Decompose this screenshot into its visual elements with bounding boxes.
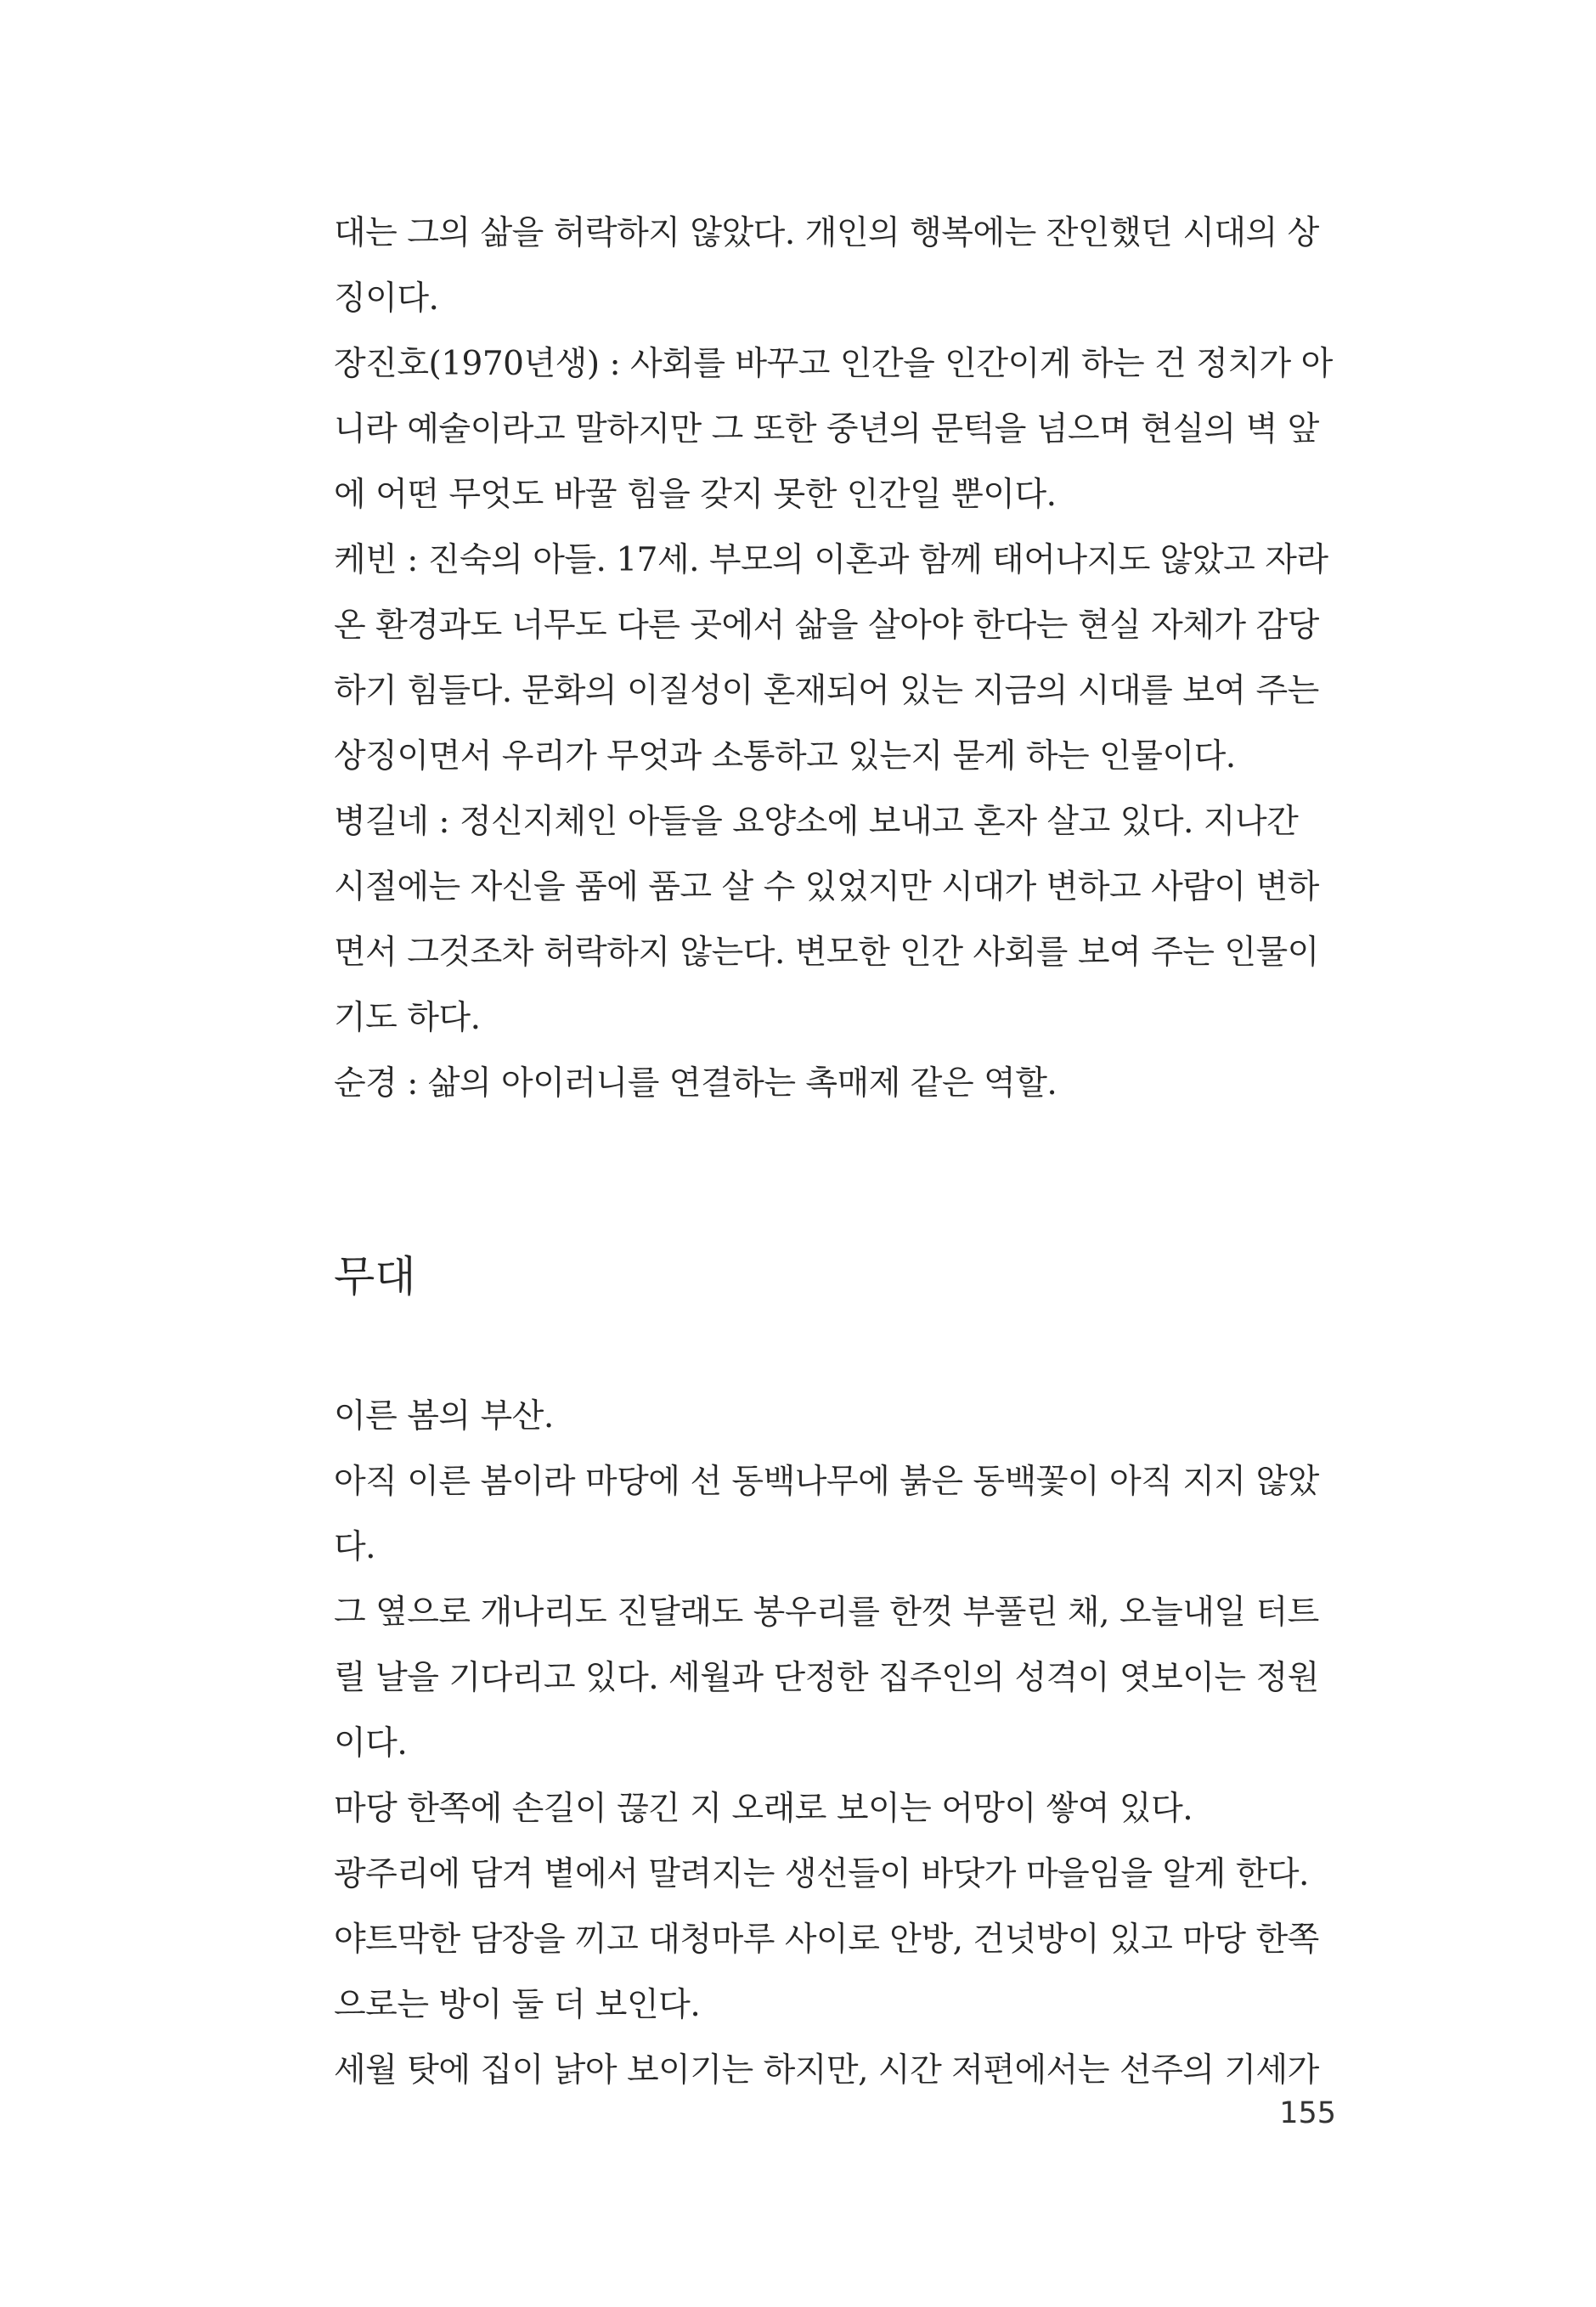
character-paragraph: 대는 그의 삶을 허락하지 않았다. 개인의 행복에는 잔인했던 시대의 상징이다. [334, 214, 1319, 318]
page-number: 155 [1279, 2096, 1336, 2130]
character-descriptions [334, 200, 1336, 1116]
character-paragraph: 병길네 : 정신지체인 아들을 요양소에 보내고 혼자 살고 있다. 지나간 시절에는 자신을 품에 품고 살 수 있었지만 시대가 변하고 사람이 변하면서 그것조차 허락하지 않는다. 변모한 인간 사회를 보여 주는 인물이기도 하다. [334, 803, 1319, 1037]
stage-paragraph: 이른 봄의 부산. [334, 1397, 554, 1436]
character-paragraph: 장진호(1970년생) : 사회를 바꾸고 인간을 인간이게 하는 건 정치가 아니라 예술이라고 말하지만 그 또한 중년의 문턱을 넘으며 현실의 벽 앞에 어떤 무엇도 바꿀 힘을 갖지 못한 인간일 뿐이다. [334, 345, 1333, 514]
stage-paragraph: 그 옆으로 개나리도 진달래도 봉우리를 한껏 부풀린 채, 오늘내일 터트릴 날을 기다리고 있다. 세월과 단정한 집주인의 성격이 엿보이는 정원이다. [334, 1593, 1319, 1763]
stage-paragraph: 마당 한쪽에 손길이 끊긴 지 오래로 보이는 어망이 쌓여 있다. [334, 1790, 1193, 1828]
section-heading: 무대 [334, 1252, 416, 1301]
stage-paragraph: 야트막한 담장을 끼고 대청마루 사이로 안방, 건넛방이 있고 마당 한쪽으로는 방이 둘 더 보인다. [334, 1921, 1319, 2024]
stage-paragraph: 아직 이른 봄이라 마당에 선 동백나무에 붉은 동백꽃이 아직 지지 않았다. [334, 1463, 1319, 1566]
stage-paragraph: 광주리에 담겨 볕에서 말려지는 생선들이 바닷가 마을임을 알게 한다. [334, 1855, 1309, 1893]
stage-description [334, 1384, 1336, 2103]
character-paragraph: 케빈 : 진숙의 아들. 17세. 부모의 이혼과 함께 태어나지도 않았고 자라온 환경과도 너무도 다른 곳에서 삶을 살아야 한다는 현실 자체가 감당하기 힘들다. 문화의 이질성이 혼재되어 있는 지금의 시대를 보여 주는 상징이면서 우리가 무엇과 소통하고 있는지 묻게 하는 인물이다. [334, 541, 1328, 776]
stage-paragraph: 세월 탓에 집이 낡아 보이기는 하지만, 시간 저편에서는 선주의 기세가 [334, 2051, 1319, 2090]
character-paragraph: 순경 : 삶의 아이러니를 연결하는 촉매제 같은 역할. [334, 1064, 1057, 1103]
